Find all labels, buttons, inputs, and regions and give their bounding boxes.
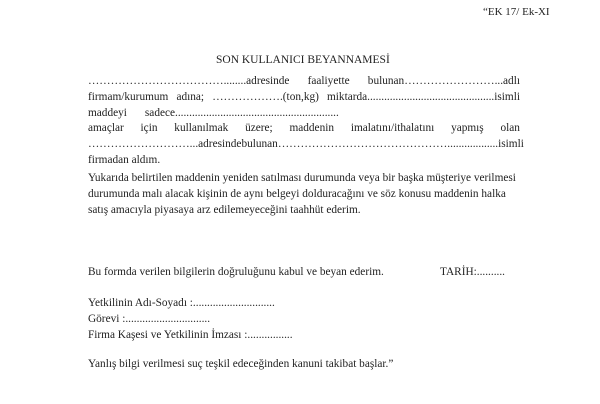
- word: için: [140, 122, 158, 134]
- commitment-line: Yukarıda belirtilen maddenin yeniden satılması durumunda veya bir başka müşteriye verilmesi: [88, 172, 516, 184]
- date-field: TARİH:..........: [440, 266, 505, 278]
- paragraph-line: [88, 154, 520, 166]
- word: adına;: [176, 91, 205, 103]
- word: imalatını/ithalatını: [350, 122, 435, 134]
- paragraph-line: [88, 107, 520, 119]
- document-title: SON KULLANICI BEYANNAMESİ: [216, 54, 390, 66]
- word: bulunan……………………...adlı: [367, 75, 520, 87]
- word: firmam/kurumum: [88, 91, 169, 103]
- word: kullanılmak: [174, 122, 229, 134]
- word: ………………………...adresinde: [88, 138, 242, 150]
- word: ………………………………………..................isimli: [277, 138, 524, 150]
- stamp-signature-field: Firma Kaşesi ve Yetkilinin İmzası :................: [88, 329, 293, 341]
- paragraph-line: [88, 138, 524, 150]
- annex-reference: “EK 17/ Ek-XI: [483, 6, 550, 18]
- word: firmadan aldım.: [88, 154, 161, 166]
- word: faaliyette: [307, 75, 350, 87]
- accuracy-declaration: Bu formda verilen bilgilerin doğruluğunu kabul ve beyan ederim.: [88, 266, 384, 278]
- word: ……………….(ton,kg): [212, 91, 319, 103]
- word: ………………………………........adresinde: [88, 75, 290, 87]
- commitment-line: satış amacıyla piyasaya arz edilemeyeceğini taahhüt ederim.: [88, 203, 361, 216]
- signatory-name-field: Yetkilinin Adı-Soyadı :.............................: [88, 297, 275, 309]
- paragraph-line: [88, 122, 520, 134]
- word: maddeyi: [88, 107, 127, 119]
- word: amaçlar: [88, 122, 124, 134]
- word: maddenin: [289, 122, 335, 134]
- word: olan: [500, 122, 520, 134]
- word: üzere;: [245, 122, 273, 134]
- paragraph-line: [88, 91, 520, 103]
- legal-warning: Yanlış bilgi verilmesi suç teşkil edeceğinden kanuni takibat başlar.”: [88, 358, 394, 370]
- word: bulunan: [241, 138, 278, 150]
- word: sadece..........................................................: [144, 107, 339, 119]
- commitment-line: durumunda malı alacak kişinin de aynı belgeyi dolduracağını ve söz konusu maddenin halka: [88, 187, 506, 200]
- word: yapmış: [451, 122, 484, 134]
- signatory-position-field: Görevi :..............................: [88, 313, 211, 325]
- commitment-paragraph: [88, 171, 516, 218]
- word: miktarda.............................................isimli: [327, 91, 520, 103]
- paragraph-line: [88, 75, 520, 87]
